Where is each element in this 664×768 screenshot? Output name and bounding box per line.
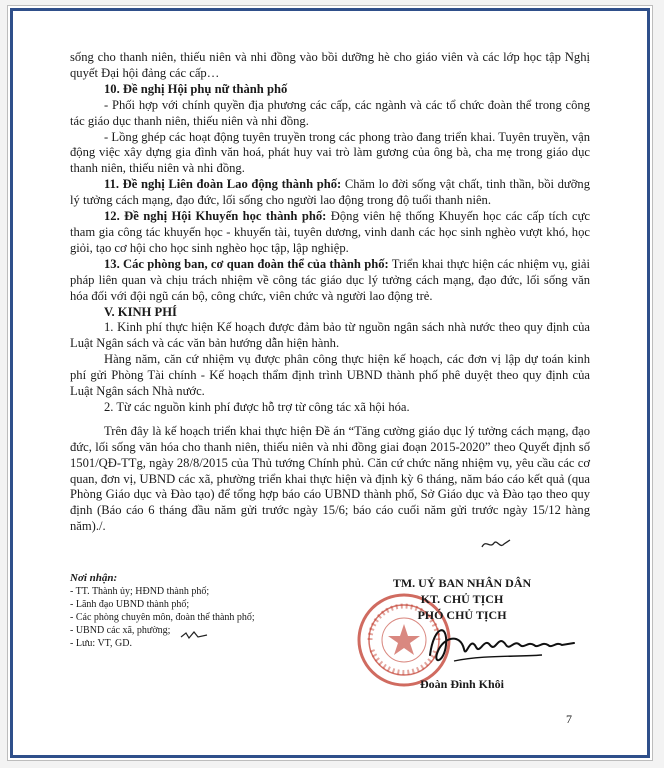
paragraph-text: Chăm lo đời sống vật chất, tinh thần, bồi dưỡng lý tưởng cách mạng, đạo đức, lối sống cho người lao động trong độ tuổi thanh niên.: [70, 177, 591, 208]
paragraph: 1. Kinh phí thực hiện Kế hoạch được đảm bảo từ nguồn ngân sách nhà nước theo quy định của Luật Ngân sách và các văn bản hướng dẫn hiện hành.: [70, 320, 590, 351]
section-heading: V. KINH PHÍ: [104, 304, 177, 319]
recipient-item: - UBND các xã, phường;: [70, 625, 171, 636]
handwritten-mark: [480, 537, 514, 551]
paragraph: - Lồng ghép các hoạt động tuyên truyền trong các phong trào đang triển khai. Tuyên truyền, vận động việc xây dựng gia đình văn hoá, phát huy vai trò làm gương của ông bà, cha mẹ trong giáo dục thanh niên, thiếu niên và nhi đồng.: [70, 129, 590, 176]
paragraph-lead: 12. Đề nghị Hội Khuyến học thành phố:: [104, 209, 327, 224]
recipients-title: Nơi nhận:: [70, 572, 118, 584]
signer-name: Đoàn Đình Khôi: [419, 677, 505, 691]
recipient-item: - Các phòng chuyên môn, đoàn thể thành phố;: [70, 612, 255, 623]
page-number: 7: [566, 712, 572, 726]
section-heading: 10. Đề nghị Hội phụ nữ thành phố: [104, 81, 288, 96]
paragraph: Hàng năm, căn cứ nhiệm vụ được phân công thực hiện kế hoạch, các đơn vị lập dự toán kinh phí gửi Phòng Tài chính - Kế hoạch thẩm định trình UBND thành phố phê duyệt theo quy định của Luật Ngân sách Nhà nước.: [70, 352, 590, 399]
document-body: [70, 50, 590, 535]
initials-mark: [180, 630, 208, 640]
paragraph: sống cho thanh niên, thiếu niên và nhi đồng vào bồi dưỡng hè cho giáo viên và các lớp học tập Nghị quyết Đại hội đảng các cấp…: [70, 50, 590, 80]
paragraph-lead: 11. Đề nghị Liên đoàn Lao động thành phố:: [104, 177, 342, 192]
signer-title: PHÓ CHỦ TỊCH: [417, 608, 507, 622]
paragraph-text: Triển khai thực hiện các nhiệm vụ, giải pháp liên quan và chịu trách nhiệm về công tác giáo dục lý tưởng cách mạng, đạo đức, lối sống văn hóa đối với đội ngũ cán bộ, công chức, viên chức và người lao động trẻ.: [70, 256, 590, 303]
recipient-item: - Lãnh đạo UBND thành phố;: [70, 599, 190, 610]
handwritten-signature-icon: [424, 615, 584, 675]
paragraph: 2. Từ các nguồn kinh phí được hỗ trợ từ công tác xã hội hóa.: [104, 399, 410, 414]
paragraph: [70, 209, 590, 257]
paragraph-text: Động viên hệ thống Khuyến học các cấp tích cực tham gia công tác khuyến học - khuyến tài, tuyên dương, vinh danh các học sinh nghèo vượt khó, học giỏi, tạo cơ hội cho học sinh nghèo học tập, lập nghiệp.: [70, 209, 590, 255]
paragraph-lead: 13. Các phòng ban, cơ quan đoàn thể của thành phố:: [104, 256, 389, 271]
paragraph: - Phối hợp với chính quyền địa phương các cấp, các ngành và các tổ chức đoàn thể trong công tác giáo dục thanh niên, thiếu niên và nhi đồng.: [70, 97, 590, 128]
closing-paragraph: Trên đây là kế hoạch triển khai thực hiện Đề án “Tăng cường giáo dục lý tưởng cách mạng, đạo đức, lối sống văn hóa cho thanh niên, thiếu niên và nhi đồng giai đoạn 2015-2020” theo Quyết định số 1501/QĐ-TTg, ngày 28/8/2015 của Thủ tướng Chính phủ. Căn cứ chức năng nhiệm vụ, yêu cầu các cơ quan, đơn vị, UBND các xã, phường triển khai thực hiện và định kỳ 6 tháng, năm báo cáo kết quả (qua Phòng Giáo dục và Đào tạo) để tổng hợp báo cáo UBND thành phố, Sở Giáo dục và Đào tạo theo quy định (Báo cáo 6 tháng đầu năm gửi trước ngày 15/6; báo cáo cuối năm gửi trước ngày 15/12 hàng năm)./.: [70, 423, 590, 534]
signer-org: TM. UỶ BAN NHÂN DÂN: [392, 576, 532, 590]
paragraph: [70, 257, 590, 305]
recipient-item: - TT. Thành ủy; HĐND thành phố;: [70, 586, 210, 597]
paragraph: [70, 177, 590, 209]
recipient-item: - Lưu: VT, GD.: [70, 638, 132, 649]
signer-role: KT. CHỦ TỊCH: [420, 592, 504, 606]
